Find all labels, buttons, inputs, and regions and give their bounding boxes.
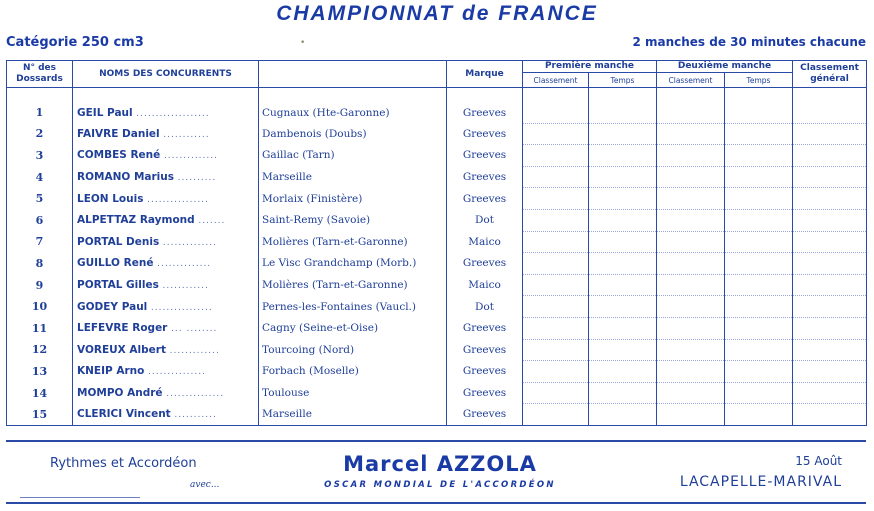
rider-name xyxy=(73,296,259,318)
leader-dots: ............... xyxy=(166,389,225,400)
header-number: N° des Dossards xyxy=(7,61,73,88)
rider-town: Le Visc Grandchamp (Morb.) xyxy=(259,253,447,275)
rider-town: Cagny (Seine-et-Oise) xyxy=(259,317,447,339)
header-race-2: Deuxième manche xyxy=(657,61,793,73)
rider-name xyxy=(73,188,259,210)
race1-rank-cell xyxy=(523,317,589,339)
table-row xyxy=(7,102,867,123)
rider-town: Toulouse xyxy=(259,382,447,404)
race2-time-cell xyxy=(725,296,793,318)
race2-rank-cell xyxy=(657,404,725,426)
duration-label: 2 manches de 30 minutes chacune xyxy=(632,35,866,49)
race1-rank-cell xyxy=(523,382,589,404)
rider-name xyxy=(73,361,259,383)
bib-number: 14 xyxy=(7,382,73,404)
rider-name-text: ALPETTAZ Raymond xyxy=(77,214,195,227)
footer-avec: avec... xyxy=(190,480,220,490)
rider-town: Molières (Tarn-et-Garonne) xyxy=(259,231,447,253)
table-row xyxy=(7,209,867,231)
rider-brand: Dot xyxy=(447,296,523,318)
rider-brand: Dot xyxy=(447,209,523,231)
rider-brand: Greeves xyxy=(447,339,523,361)
rider-name xyxy=(73,339,259,361)
race2-time-cell xyxy=(725,382,793,404)
race2-rank-cell xyxy=(657,188,725,210)
race1-time-cell xyxy=(589,339,657,361)
race1-rank-cell xyxy=(523,296,589,318)
rider-town: Dambenois (Doubs) xyxy=(259,123,447,145)
decorative-dot: • xyxy=(300,38,306,48)
race1-rank-cell xyxy=(523,253,589,275)
race1-rank-cell xyxy=(523,339,589,361)
overall-cell xyxy=(793,253,867,275)
leader-dots: .............. xyxy=(157,259,212,270)
rider-name-text: VOREUX Albert xyxy=(77,343,166,356)
table-row xyxy=(7,188,867,210)
leader-dots: ............ xyxy=(162,281,209,292)
bib-number: 13 xyxy=(7,361,73,383)
rider-brand: Maico xyxy=(447,231,523,253)
race2-rank-cell xyxy=(657,231,725,253)
rider-brand: Greeves xyxy=(447,382,523,404)
race2-rank-cell xyxy=(657,361,725,383)
rider-town: Marseille xyxy=(259,404,447,426)
header-race-2-time: Temps xyxy=(725,73,793,88)
rider-brand: Greeves xyxy=(447,102,523,123)
race1-rank-cell xyxy=(523,145,589,167)
race2-rank-cell xyxy=(657,253,725,275)
bib-number: 10 xyxy=(7,296,73,318)
race1-time-cell xyxy=(589,296,657,318)
rider-name xyxy=(73,102,259,123)
rider-town: Forbach (Moselle) xyxy=(259,361,447,383)
overall-cell xyxy=(793,145,867,167)
rider-name xyxy=(73,382,259,404)
race2-rank-cell xyxy=(657,209,725,231)
rider-name xyxy=(73,317,259,339)
race2-time-cell xyxy=(725,404,793,426)
category-label: Catégorie 250 cm3 xyxy=(6,35,144,50)
rider-town: Pernes-les-Fontaines (Vaucl.) xyxy=(259,296,447,318)
race1-time-cell xyxy=(589,382,657,404)
rider-name-text: GODEY Paul xyxy=(77,300,148,313)
leader-dots: .......... xyxy=(177,173,217,184)
rider-name-text: ROMANO Marius xyxy=(77,171,174,184)
race1-rank-cell xyxy=(523,166,589,188)
bib-number: 2 xyxy=(7,123,73,145)
footer-artist: Marcel AZZOLA xyxy=(343,452,537,476)
race2-rank-cell xyxy=(657,145,725,167)
race2-rank-cell xyxy=(657,296,725,318)
race1-rank-cell xyxy=(523,188,589,210)
race1-time-cell xyxy=(589,145,657,167)
overall-cell xyxy=(793,231,867,253)
footer-left-text: Rythmes et Accordéon xyxy=(50,456,197,471)
rider-name xyxy=(73,166,259,188)
race1-time-cell xyxy=(589,274,657,296)
rider-town: Saint-Remy (Savoie) xyxy=(259,209,447,231)
race2-time-cell xyxy=(725,274,793,296)
bib-number: 7 xyxy=(7,231,73,253)
race2-rank-cell xyxy=(657,166,725,188)
race2-time-cell xyxy=(725,209,793,231)
header-town xyxy=(259,61,447,88)
table-row xyxy=(7,166,867,188)
rider-name-text: PORTAL Gilles xyxy=(77,279,159,292)
footer-place: LACAPELLE-MARIVAL xyxy=(679,474,842,490)
rider-brand: Greeves xyxy=(447,317,523,339)
rider-name-text: CLERICI Vincent xyxy=(77,408,171,421)
leader-dots: ................ xyxy=(147,194,209,205)
bib-number: 11 xyxy=(7,317,73,339)
leader-dots: .............. xyxy=(163,151,218,162)
race1-time-cell xyxy=(589,209,657,231)
table-row xyxy=(7,145,867,167)
rider-town: Tourcoing (Nord) xyxy=(259,339,447,361)
header-overall: Classement général xyxy=(793,61,867,88)
race1-rank-cell xyxy=(523,209,589,231)
leader-dots: ............. xyxy=(169,345,220,356)
rider-town: Morlaix (Finistère) xyxy=(259,188,447,210)
leader-dots: ................... xyxy=(136,108,210,119)
rider-name xyxy=(73,404,259,426)
race2-rank-cell xyxy=(657,382,725,404)
rider-brand: Maico xyxy=(447,274,523,296)
table-row xyxy=(7,361,867,383)
rider-name xyxy=(73,123,259,145)
leader-dots: ... ........ xyxy=(171,324,218,335)
rider-name-text: COMBES René xyxy=(77,149,161,162)
rider-name-text: LEFEVRE Roger xyxy=(77,322,168,335)
overall-cell xyxy=(793,339,867,361)
bib-number: 6 xyxy=(7,209,73,231)
race2-time-cell xyxy=(725,339,793,361)
race1-rank-cell xyxy=(523,361,589,383)
rider-name xyxy=(73,209,259,231)
overall-cell xyxy=(793,209,867,231)
race2-time-cell xyxy=(725,231,793,253)
race2-rank-cell xyxy=(657,317,725,339)
table-row xyxy=(7,317,867,339)
overall-cell xyxy=(793,188,867,210)
header-race-1-time: Temps xyxy=(589,73,657,88)
footer-date: 15 Août xyxy=(795,454,842,468)
overall-cell xyxy=(793,382,867,404)
leader-dots: .............. xyxy=(162,237,217,248)
leader-dots: ............... xyxy=(148,367,206,378)
table-row xyxy=(7,274,867,296)
bib-number: 8 xyxy=(7,253,73,275)
header-race-1: Première manche xyxy=(523,61,657,73)
bottom-rule xyxy=(20,497,140,498)
bib-number: 1 xyxy=(7,102,73,123)
bib-number: 9 xyxy=(7,274,73,296)
race2-rank-cell xyxy=(657,102,725,123)
race1-time-cell xyxy=(589,361,657,383)
leader-dots: ....... xyxy=(198,216,226,227)
table-row xyxy=(7,296,867,318)
rider-town: Molières (Tarn-et-Garonne) xyxy=(259,274,447,296)
rider-town: Marseille xyxy=(259,166,447,188)
spacer-row xyxy=(7,88,867,103)
race2-rank-cell xyxy=(657,274,725,296)
rider-brand: Greeves xyxy=(447,253,523,275)
race2-time-cell xyxy=(725,123,793,145)
race1-time-cell xyxy=(589,317,657,339)
rider-brand: Greeves xyxy=(447,166,523,188)
race1-time-cell xyxy=(589,102,657,123)
bib-number: 5 xyxy=(7,188,73,210)
rider-brand: Greeves xyxy=(447,123,523,145)
rider-town: Gaillac (Tarn) xyxy=(259,145,447,167)
footer-banner xyxy=(6,440,866,504)
rider-brand: Greeves xyxy=(447,188,523,210)
bib-number: 15 xyxy=(7,404,73,426)
rider-name-text: GEIL Paul xyxy=(77,106,133,119)
race1-rank-cell xyxy=(523,123,589,145)
race1-rank-cell xyxy=(523,404,589,426)
race1-time-cell xyxy=(589,404,657,426)
race1-time-cell xyxy=(589,253,657,275)
race1-time-cell xyxy=(589,166,657,188)
rider-brand: Greeves xyxy=(447,361,523,383)
rider-name-text: PORTAL Denis xyxy=(77,235,160,248)
race2-time-cell xyxy=(725,361,793,383)
bib-number: 12 xyxy=(7,339,73,361)
leader-dots: ............ xyxy=(163,129,210,140)
leader-dots: ................ xyxy=(150,302,213,313)
rider-name-text: MOMPO André xyxy=(77,387,163,400)
overall-cell xyxy=(793,296,867,318)
race1-rank-cell xyxy=(523,102,589,123)
table-row xyxy=(7,123,867,145)
rider-town: Cugnaux (Hte-Garonne) xyxy=(259,102,447,123)
overall-cell xyxy=(793,361,867,383)
race1-rank-cell xyxy=(523,274,589,296)
header-names: NOMS DES CONCURRENTS xyxy=(73,61,259,88)
race1-time-cell xyxy=(589,123,657,145)
race1-time-cell xyxy=(589,231,657,253)
race2-rank-cell xyxy=(657,339,725,361)
overall-cell xyxy=(793,274,867,296)
race1-rank-cell xyxy=(523,231,589,253)
race2-time-cell xyxy=(725,253,793,275)
race2-time-cell xyxy=(725,188,793,210)
table-row xyxy=(7,382,867,404)
table-row xyxy=(7,231,867,253)
rider-name xyxy=(73,145,259,167)
race2-time-cell xyxy=(725,145,793,167)
rider-name xyxy=(73,253,259,275)
results-table xyxy=(6,60,867,426)
rider-name xyxy=(73,231,259,253)
overall-cell xyxy=(793,102,867,123)
table-row xyxy=(7,339,867,361)
overall-cell xyxy=(793,317,867,339)
rider-name xyxy=(73,274,259,296)
rider-name-text: LEON Louis xyxy=(77,192,144,205)
header-brand: Marque xyxy=(447,61,523,88)
overall-cell xyxy=(793,123,867,145)
overall-cell xyxy=(793,404,867,426)
race2-time-cell xyxy=(725,317,793,339)
header-race-2-rank: Classement xyxy=(657,73,725,88)
page-title: CHAMPIONNAT de FRANCE xyxy=(276,2,598,25)
rider-name-text: GUILLO René xyxy=(77,257,154,270)
bib-number: 4 xyxy=(7,166,73,188)
race1-time-cell xyxy=(589,188,657,210)
race2-time-cell xyxy=(725,102,793,123)
leader-dots: ........... xyxy=(174,410,217,421)
rider-brand: Greeves xyxy=(447,145,523,167)
race2-time-cell xyxy=(725,166,793,188)
rider-brand: Greeves xyxy=(447,404,523,426)
table-row xyxy=(7,404,867,426)
rider-name-text: KNEIP Arno xyxy=(77,365,145,378)
footer-tagline: OSCAR MONDIAL DE L'ACCORDÉON xyxy=(324,480,556,490)
overall-cell xyxy=(793,166,867,188)
race2-rank-cell xyxy=(657,123,725,145)
bib-number: 3 xyxy=(7,145,73,167)
table-row xyxy=(7,253,867,275)
rider-name-text: FAIVRE Daniel xyxy=(77,127,160,140)
header-race-1-rank: Classement xyxy=(523,73,589,88)
